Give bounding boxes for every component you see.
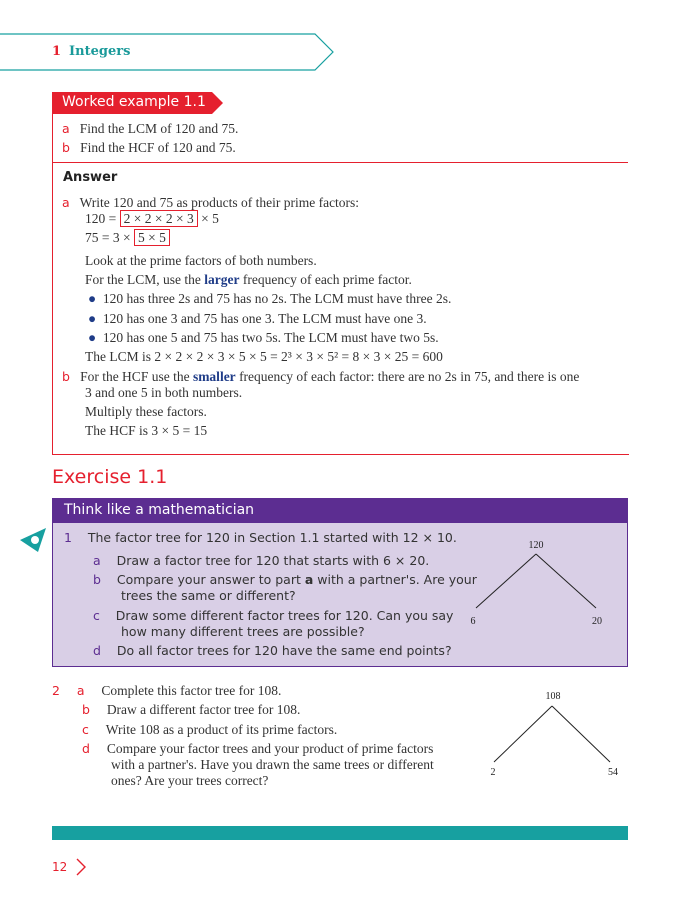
part-text: Compare your factor trees and your product of prime factors — [106, 741, 434, 756]
question-a — [62, 121, 238, 137]
part-label: d — [82, 741, 90, 756]
answer-heading: Answer — [63, 170, 118, 185]
multiply-text: Multiply these factors. — [85, 404, 207, 419]
part-label: c — [93, 608, 100, 623]
factor-tree-108 — [486, 688, 626, 783]
bullet-icon: ● — [88, 330, 97, 345]
question-text: Find the HCF of 120 and 75. — [80, 140, 236, 155]
exercise-q2 — [52, 683, 281, 699]
bullet-icon: ● — [88, 311, 97, 326]
part-text: Complete this factor tree for 108. — [101, 683, 282, 698]
thinking-skills-icon — [18, 526, 48, 554]
part-text: Draw some different factor trees for 120. Can you say — [115, 608, 454, 623]
chapter-title — [52, 44, 130, 59]
q1-part-c — [93, 608, 453, 623]
worked-example-title: Worked example 1.1 — [62, 94, 206, 110]
factor-tree-120 — [466, 536, 616, 631]
part-label: b — [82, 702, 90, 717]
part-label: a — [76, 683, 85, 698]
tree-left-leaf: 6 — [470, 616, 476, 627]
exercise-q1 — [64, 530, 457, 545]
exercise-title: Exercise 1.1 — [52, 466, 168, 488]
q1-part-c-continued: how many different trees are possible? — [121, 624, 365, 639]
bullet-text: 120 has one 5 and 75 has two 5s. The LCM must have two 5s. — [102, 330, 439, 345]
bullet-item — [88, 311, 427, 327]
equation-120 — [85, 211, 219, 227]
q2-part-d — [82, 741, 433, 757]
q2-part-b — [82, 702, 300, 718]
part-text: Write 108 as a product of its prime factors. — [105, 722, 338, 737]
part-label: b — [93, 572, 101, 587]
q1-part-b — [93, 572, 477, 587]
answer-b-continued: 3 and one 5 in both numbers. — [85, 385, 243, 400]
q2-part-d-line3: ones? Are your trees correct? — [111, 773, 269, 788]
tree-right-leaf: 54 — [608, 767, 618, 778]
part-text: with a partner's. Are your — [313, 572, 477, 587]
instruction-text: frequency of each prime factor. — [239, 272, 412, 287]
instruction-text: For the HCF use the — [80, 369, 193, 384]
bullet-text: 120 has three 2s and 75 has no 2s. The LCM must have three 2s. — [102, 291, 452, 306]
think-like-title: Think like a mathematician — [64, 502, 255, 518]
boxed-factors: 5 × 5 — [134, 229, 170, 246]
tree-root: 120 — [528, 540, 544, 551]
instruction-text: For the LCM, use the — [85, 272, 205, 287]
lcm-instruction — [85, 272, 412, 288]
answer-a-intro — [62, 195, 359, 211]
tree-right-leaf: 20 — [592, 616, 602, 627]
part-label: d — [93, 643, 101, 658]
part-text: Draw a different factor tree for 108. — [106, 702, 301, 717]
answer-label: b — [62, 369, 70, 384]
equation-text: 75 = 3 × — [85, 230, 134, 245]
question-number: 1 — [64, 530, 72, 545]
part-text: Do all factor trees for 120 have the same end points? — [116, 643, 452, 658]
bullet-icon: ● — [88, 291, 97, 306]
answer-label: a — [62, 195, 70, 210]
question-label: a — [62, 121, 70, 136]
q2-part-d-line2: with a partner's. Have you drawn the same trees or different — [111, 757, 434, 772]
bullet-item — [88, 330, 439, 346]
question-text: Find the LCM of 120 and 75. — [79, 121, 239, 136]
chapter-header-banner — [0, 32, 335, 72]
question-label: b — [62, 140, 70, 155]
hcf-result: The HCF is 3 × 5 = 15 — [85, 423, 208, 438]
equation-text: 120 = — [85, 211, 120, 226]
look-text: Look at the prime factors of both numbers. — [85, 253, 317, 268]
chapter-number: 1 — [52, 44, 62, 59]
emphasis-smaller: smaller — [192, 369, 236, 384]
chapter-name: Integers — [69, 44, 131, 59]
bullet-text: 120 has one 3 and 75 has one 3. The LCM must have one 3. — [102, 311, 427, 326]
answer-divider — [52, 162, 628, 163]
page-number: 12 — [52, 860, 68, 874]
equation-75 — [85, 230, 170, 246]
q1-part-d — [93, 643, 452, 658]
part-label: a — [93, 553, 101, 568]
question-number: 2 — [52, 683, 60, 698]
tree-root: 108 — [545, 691, 561, 702]
boxed-factors: 2 × 2 × 2 × 3 — [120, 210, 198, 227]
emphasis-larger: larger — [204, 272, 240, 287]
chevron-right-icon — [74, 857, 88, 877]
q1-part-b-continued: trees the same or different? — [121, 588, 296, 603]
instruction-text: frequency of each factor: there are no 2s in 75, and there is one — [235, 369, 580, 384]
q2-part-c — [82, 722, 337, 738]
part-label: c — [82, 722, 89, 737]
equation-text: × 5 — [197, 211, 219, 226]
tree-left-leaf: 2 — [490, 767, 496, 778]
lcm-result: The LCM is 2 × 2 × 2 × 3 × 5 × 5 = 2³ × 3 × 5² = 8 × 3 × 25 = 600 — [85, 349, 443, 364]
question-text: The factor tree for 120 in Section 1.1 started with 12 × 10. — [87, 530, 457, 545]
question-b — [62, 140, 236, 156]
part-text: Draw a factor tree for 120 that starts with 6 × 20. — [116, 553, 430, 568]
part-text: Compare your answer to part — [116, 572, 305, 587]
footer-bar — [52, 826, 628, 840]
answer-text: Write 120 and 75 as products of their prime factors: — [79, 195, 360, 210]
answer-b — [62, 369, 579, 385]
part-emphasis: a — [304, 572, 314, 587]
q1-part-a — [93, 553, 429, 568]
bullet-item — [88, 291, 451, 307]
